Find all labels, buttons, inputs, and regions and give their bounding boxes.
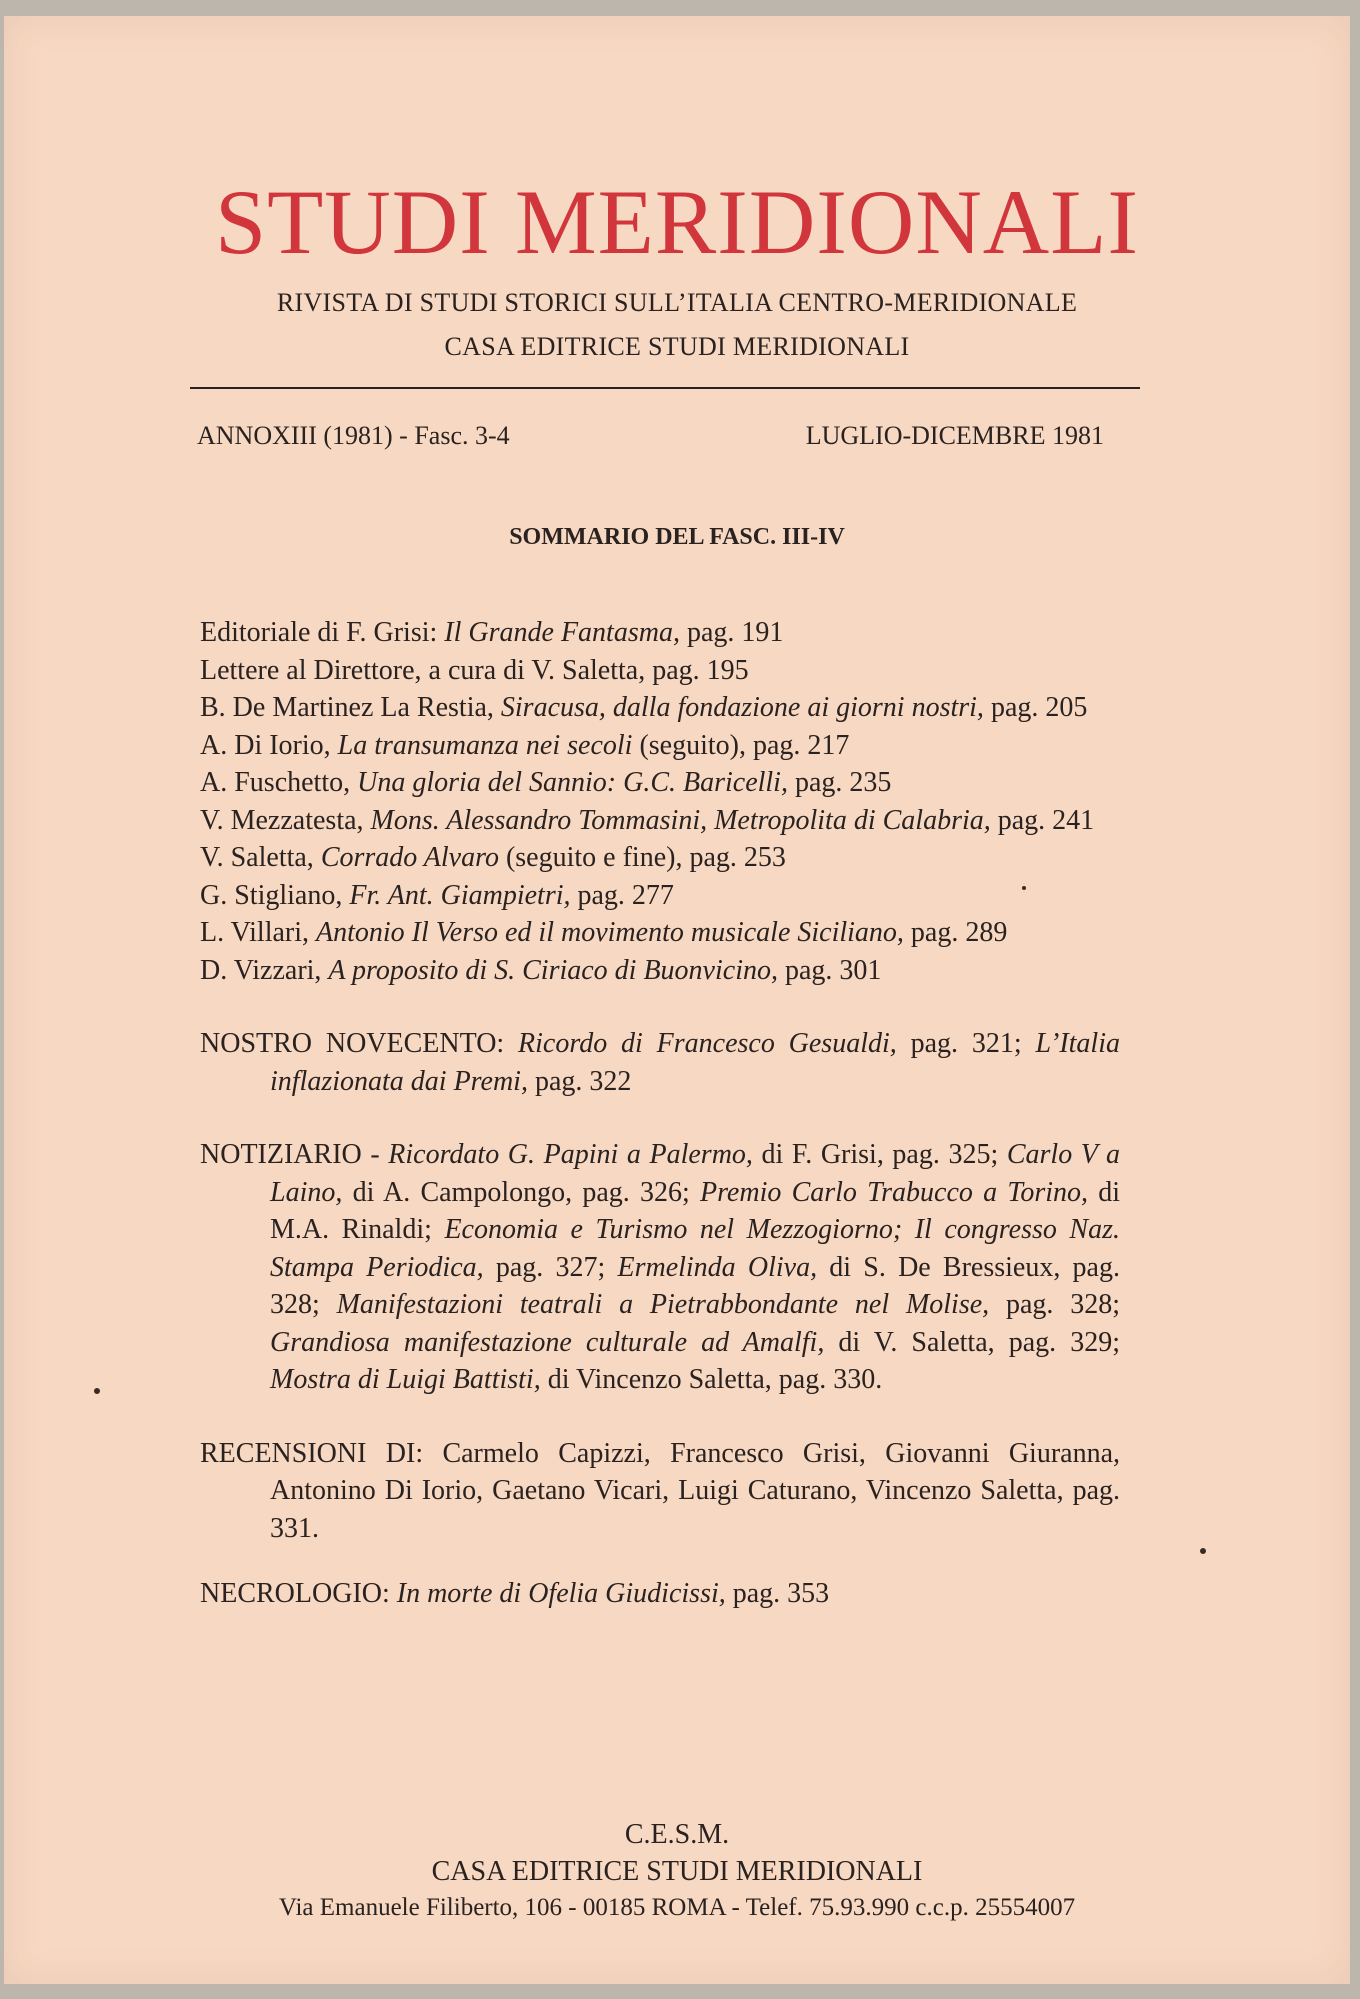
table-of-contents (200, 614, 1120, 1613)
toc-entry (200, 689, 1120, 727)
toc-entry-title: Siracusa, dalla fondazione ai giorni nostri, (500, 692, 984, 723)
toc-entry-author: D. Vizzari, (200, 954, 329, 986)
toc-entry-title: Una gloria del Sannio: G.C. Baricelli, (357, 767, 788, 798)
journal-subtitle: RIVISTA DI STUDI STORICI SULL’ITALIA CENTRO-MERIDIONALE (276, 288, 1078, 317)
toc-entry-author: A. Di Iorio, (200, 729, 338, 761)
toc-entry-page: pag. 191 (679, 617, 784, 648)
toc-entry-page: pag. 289 (903, 917, 1008, 948)
section-item-page: di M.A. Rinaldi; (270, 1176, 1121, 1245)
paper-speck (1200, 1548, 1206, 1554)
toc-entry (200, 614, 1120, 652)
section-item-title: In morte di Ofelia Giudicissi, (396, 1578, 726, 1609)
toc-entry (200, 839, 1120, 877)
issue-volume: ANNOXIII (1981) - Fasc. 3-4 (197, 421, 510, 450)
toc-entry-author: V. Saletta, (200, 842, 321, 873)
section-item-title: Ricordato G. Papini a Palermo, (388, 1139, 753, 1170)
journal-cover (4, 16, 1350, 1984)
section-item-title: Ermelinda Oliva, (617, 1251, 818, 1283)
section-item-page: pag. 327; (483, 1251, 618, 1283)
toc-entry-page: pag. 235 (787, 767, 892, 798)
toc-entry-page: pag. 301 (777, 954, 882, 986)
toc-entry (200, 764, 1120, 802)
header-divider (190, 387, 1140, 389)
section-item-page: pag. 353 (725, 1578, 830, 1609)
toc-entry-title: A proposito di S. Ciriaco di Buonvicino, (328, 954, 778, 986)
toc-entry-author: B. De Martinez La Restia, (200, 692, 501, 723)
journal-title: STUDI MERIDIONALI (214, 171, 1140, 273)
toc-entry-page: (seguito e fine), pag. 253 (498, 842, 786, 873)
section-item-page: di V. Saletta, pag. 329; (824, 1326, 1120, 1358)
toc-entry-author: V. Mezzatesta, (200, 804, 371, 836)
toc-entry-page: pag. 277 (570, 879, 674, 911)
toc-entry (200, 877, 1120, 915)
issue-period: LUGLIO-DICEMBRE 1981 (805, 421, 1104, 450)
section-item-title: Grandiosa manifestazione culturale ad Amalfi, (270, 1326, 825, 1358)
section-label: NECROLOGIO: (200, 1578, 397, 1609)
section-item-page: pag. 328; (989, 1289, 1120, 1320)
toc-entry-page: (seguito), pag. 217 (632, 729, 850, 761)
section-item-page: di A. Campolongo, pag. 326; (342, 1176, 700, 1208)
summary-heading: SOMMARIO DEL FASC. III-IV (509, 524, 845, 550)
section-item-page: di F. Grisi, pag. 325; (752, 1139, 1007, 1170)
toc-entry-title: La transumanza nei secoli (337, 729, 633, 761)
paper-speck (94, 1388, 100, 1394)
toc-entry-page: pag. 241 (990, 804, 1095, 836)
toc-entry-author: L. Villari, (200, 917, 317, 948)
toc-entry (200, 952, 1120, 990)
section-item-page: di Vincenzo Saletta, pag. 330. (540, 1364, 883, 1395)
section-item-title: Ricordo di Francesco Gesualdi, (518, 1028, 897, 1059)
section-necrologio (200, 1575, 1120, 1613)
section-item-title: Carlo V a Laino, (270, 1139, 1120, 1208)
section-item-title: Premio Carlo Trabucco a Torino, (699, 1176, 1089, 1208)
section-item-page: di S. De Bressieux, pag. 328; (270, 1251, 1120, 1320)
section-recensioni: RECENSIONI DI: Carmelo Capizzi, Francesco Grisi, Giovanni Giuranna, Antonino Di Iorio, Gaetano Vicari, Luigi Caturano, Vincenzo Saletta, pag. 331. (200, 1437, 1120, 1544)
publisher-line: CASA EDITRICE STUDI MERIDIONALI (444, 332, 910, 361)
toc-entry-title: Fr. Ant. Giampietri, (349, 879, 571, 911)
toc-entry-author: Lettere al Direttore, a cura di V. Saletta, pag. 195 (200, 654, 749, 686)
section-item-title: L’Italia inflazionata dai Premi, (270, 1028, 1120, 1097)
publisher-acronym: C.E.S.M. (624, 1819, 730, 1850)
section-notiziario (200, 1136, 1120, 1399)
toc-entry (200, 914, 1120, 952)
publisher-footer (4, 1816, 1350, 1926)
paper-speck (1022, 886, 1026, 890)
toc-entry (200, 727, 1120, 765)
toc-entry-title: Mons. Alessandro Tommasini, Metropolita di Calabria, (370, 804, 991, 836)
section-nostro-novecento (200, 1025, 1120, 1100)
toc-entry-title: Il Grande Fantasma, (444, 617, 680, 648)
publisher-name: CASA EDITRICE STUDI MERIDIONALI (431, 1856, 923, 1887)
toc-entry-author: A. Fuschetto, (200, 767, 358, 798)
toc-entry-author: G. Stigliano, (200, 879, 350, 911)
section-item-title: Manifestazioni teatrali a Pietrabbondante nel Molise, (336, 1289, 990, 1320)
section-item-title: Economia e Turismo nel Mezzogiorno; Il congresso Naz. Stampa Periodica, (270, 1214, 1120, 1283)
toc-entry (200, 652, 1120, 690)
section-label: NOTIZIARIO - (200, 1139, 389, 1170)
toc-entry-title: Antonio Il Verso ed il movimento musicale Siciliano, (316, 917, 904, 948)
toc-entry (200, 802, 1120, 840)
publisher-address: Via Emanuele Filiberto, 106 - 00185 ROMA - Telef. 75.93.990 c.c.p. 25554007 (278, 1894, 1076, 1921)
section-item-title: Mostra di Luigi Battisti, (270, 1364, 541, 1395)
section-item-page: pag. 321; (896, 1028, 1036, 1059)
toc-entry-author: Editoriale di F. Grisi: (200, 617, 445, 648)
section-label: NOSTRO NOVECENTO: (200, 1028, 519, 1059)
toc-entry-page: pag. 205 (983, 692, 1088, 723)
section-item-page: pag. 322 (527, 1065, 632, 1097)
toc-entry-title: Corrado Alvaro (320, 842, 499, 873)
